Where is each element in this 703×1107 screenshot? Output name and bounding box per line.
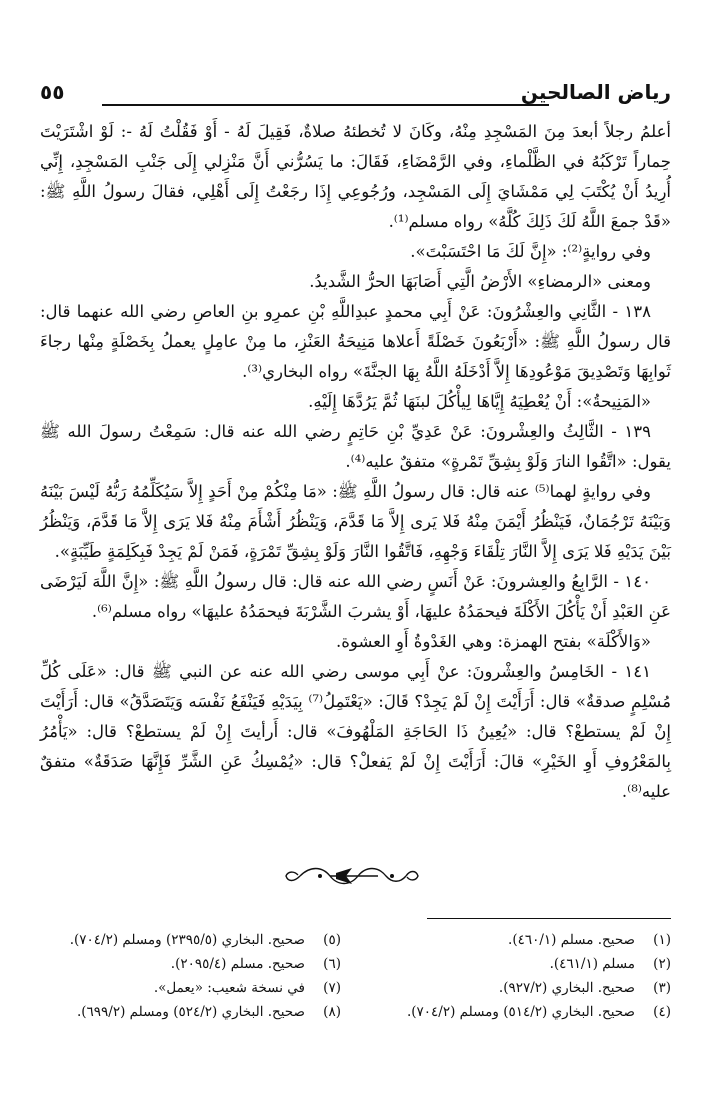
footnote xyxy=(41,976,341,1000)
footnotes-column-right xyxy=(371,928,671,1024)
paragraph: «وَالأَكْلَة» بفتح الهمزة: وهي الغَدْوةُ أَوِ العشوة. xyxy=(336,632,651,651)
footnote-rule xyxy=(427,918,671,919)
footnotes-column-left xyxy=(41,928,341,1024)
section-ornament xyxy=(0,862,703,890)
footnote xyxy=(41,1000,341,1024)
hadith-140: ١٤٠ - الرَّابِعُ والعِشرونَ: عَنْ أَنَسٍ رضي الله عنه قال: قال رسولُ اللَّهِ ﷺ: «إِنَّ اللَّهَ لَيَرْضَى عَنِ العَبْدِ أَنْ يَأْكُلَ الأَكْلَةَ فيحمَدُهُ عليهَا، أَوْ يشربَ الشَّرْبَةَ فيحمَدُهُ عليهَا» رواه مسلم⁽⁶⁾. xyxy=(40,572,671,621)
footnote-text: صحيح. البخاري (٩٢٧/٢). xyxy=(498,980,635,996)
hadith-138: ١٣٨ - الثَّانِي والعِشْرُونَ: عَنْ أَبِي محمدٍ عبدِاللَّهِ بْنِ عمرِو بنِ العاصِ رضي الله عنهما قال: قال رسولُ اللَّهِ ﷺ: «أَرْبَعُونَ خَصْلَةً أَعلاها مَنِيحَةُ العَنْزِ، ما مِنْ عامِلٍ يعملُ بِخَصْلَةٍ مِنْها رجاءَ ثَوابِهَا وَتَصْدِيقَ مَوْعُودِهَا إِلاَّ أَدْخَلَهُ اللَّهُ بِهَا الجنَّةَ» رواه البخاري⁽³⁾. xyxy=(40,302,671,381)
footnote-text: في نسخة شعيب: «يعمل». xyxy=(153,980,305,996)
footnote xyxy=(371,976,671,1000)
footnote-number: (٤) xyxy=(653,1004,671,1020)
footnote xyxy=(371,1000,671,1024)
paragraph: وفي روايةٍ لهما⁽⁵⁾ عنه قال: قال رسولُ اللَّهِ ﷺ: «مَا مِنْكُمْ مِنْ أَحَدٍ إِلاَّ سَيُكَلِّمُهُ رَبُّهُ لَيْسَ بَيْنَهُ وَبَيْنَهُ تَرْجُمَانٌ، فَيَنْظُرُ أَيْمَنَ مِنْهُ فَلا يَرى إِلاَّ مَا قَدَّمَ، وَيَنْظُرُ أَشْأَمَ مِنْهُ فَلا يَرَى إِلاَّ مَا قَدَّمَ، وَيَنْظُرُ بَيْنَ يَدَيْهِ فَلا يَرَى إِلاَّ النَّارَ تِلْقَاءَ وَجْهِهِ، فَاتَّقُوا النَّارَ وَلَوْ بِشِقِّ تَمْرَةٍ، فَمَنْ لَمْ يَجِدْ فَبِكَلِمَةٍ طَيِّبَةٍ». xyxy=(40,482,671,561)
footnote-text: صحيح. مسلم (٤٦٠/١). xyxy=(508,932,635,948)
paragraph: ومعنى «الرمضاءِ» الأَرْضُ الَّتِي أَصَابَهَا الحرُّ الشَّديدُ. xyxy=(309,272,651,291)
footnote-number: (٣) xyxy=(653,980,671,996)
paragraph: أعلمُ رجلاً أبعدَ مِنَ المَسْجِدِ مِنْهُ، وكَانَ لا تُخطئهُ صلاةٌ، فَقِيلَ لَهُ - أَوْ فَقُلْتُ لَهُ -: لَوْ اشْتَرَيْتَ حِماراً تَرْكَبُهُ في الظَّلْماءِ، وفي الرَّمْضَاءِ، فَقَالَ: ما يَسُرُّني أَنَّ مَنْزِلي إِلَى جَنْبِ المَسْجِدِ، إِنِّي أُرِيدُ أَنْ يُكْتَبَ لِي مَمْشَايَ إِلَى المَسْجِد، ورُجُوعِي إِذَا رجَعْتُ إِلَى أَهْلِي، فقالَ رسولُ اللَّهِ ﷺ: «قَدْ جمعَ اللَّهُ لَكَ ذَلِكَ كُلَّهُ» رواه مسلم⁽¹⁾. xyxy=(40,122,671,231)
footnote-number: (١) xyxy=(653,932,671,948)
hadith-141: ١٤١ - الخَامِسُ والعِشْرونَ: عنْ أَبِي موسى رضي الله عنه عن النبي ﷺ قال: «عَلَى كُلِّ مُسْلِمٍ صدقةٌ» قال: أَرَأَيْتَ إِنْ لَمْ يَجِدْ؟ قَالَ: «يَعْتَمِلُ⁽⁷⁾ بِيَدَيْهِ فَيَنْفَعُ نَفْسَه وَيَتَصَدَّقُ» قال: أَرَأَيْتَ إِنْ لَمْ يستطعْ؟ قال: «يُعِينُ ذَا الحَاجَةِ المَلْهُوفَ» قال: أَرأيتَ إِنْ لَمْ يستطعْ؟ قال: «يَأْمُرُ بِالمَعْرُوفِ أَوِ الخَيْرِ» قالَ: أَرَأَيْتَ إِنْ لَمْ يَفعلْ؟ قال: «يُمْسِكُ عَنِ الشَّرِّ فَإِنَّهَا صَدَقَةٌ» متفقٌ عليه⁽⁸⁾. xyxy=(40,662,671,801)
footnote-number: (٥) xyxy=(323,932,341,948)
footnotes xyxy=(40,928,671,1058)
main-text xyxy=(40,117,671,807)
footnote-number: (٦) xyxy=(323,956,341,972)
hadith-139: ١٣٩ - الثَّالِثُ والعِشْرونَ: عَنْ عَدِيِّ بْنِ حَاتِمٍ رضي الله عنه قال: سَمِعْتُ رسولَ الله ﷺ يقول: «اتَّقُوا النارَ وَلَوْ بِشِقِّ تَمْرةٍ» متفقٌ عليه⁽⁴⁾. xyxy=(40,422,671,471)
footnote-text: صحيح. مسلم (٢٠٩٥/٤). xyxy=(170,956,305,972)
footnote xyxy=(371,952,671,976)
footnote xyxy=(41,928,341,952)
running-header xyxy=(40,80,671,112)
paragraph: «المَنِيحةُ»: أَنْ يُعْطِيَهُ إِيَّاهَا لِيأْكُلَ لبنَهَا ثُمَّ يَرُدَّهَا إِلَيْهِ. xyxy=(308,392,651,411)
book-title: رياض الصالحين xyxy=(520,80,671,104)
footnote-text: صحيح. البخاري (٥٢٤/٢) ومسلم (٦٩٩/٢). xyxy=(76,1004,305,1020)
header-rule xyxy=(102,104,549,106)
footnote-number: (٧) xyxy=(323,980,341,996)
page-number: ٥٥ xyxy=(40,80,65,104)
footnote-text: مسلم (٤٦١/١). xyxy=(549,956,635,972)
footnote xyxy=(41,952,341,976)
footnote-number: (٨) xyxy=(323,1004,341,1020)
footnote-text: صحيح. البخاري (٥١٤/٢) ومسلم (٧٠٤/٢). xyxy=(406,1004,635,1020)
paragraph: وفي روايةٍ⁽²⁾: «إِنَّ لَكَ مَا احْتَسَبْتَ». xyxy=(410,242,651,261)
footnote-text: صحيح. البخاري (٢٣٩٥/٥) ومسلم (٧٠٤/٢). xyxy=(69,932,305,948)
footnote xyxy=(371,928,671,952)
footnote-number: (٢) xyxy=(653,956,671,972)
